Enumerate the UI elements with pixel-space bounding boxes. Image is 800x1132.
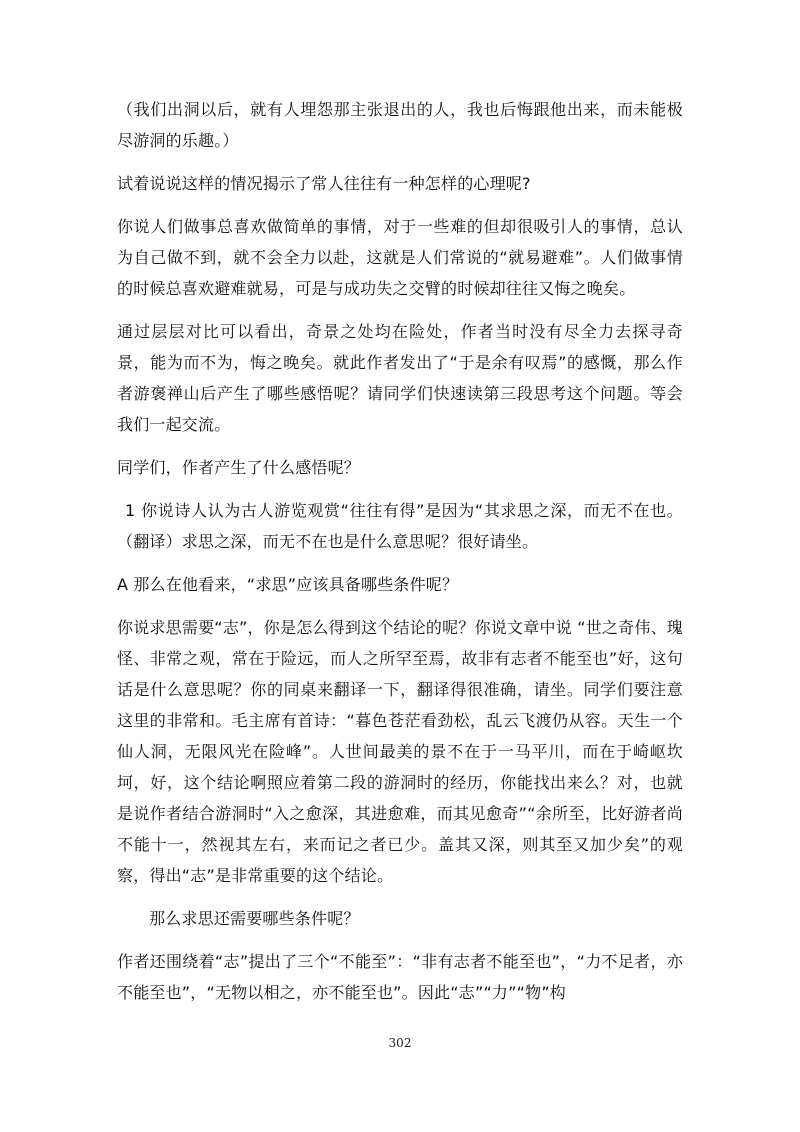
paragraph-3: 你说人们做事总喜欢做简单的事情，对于一些难的但却很吸引人的事情，总认为自己做不到，就不会全力以赴，这就是人们常说的“就易避难”。人们做事情的时候总喜欢避难就易，可是与成功失之交臂的时候却往往又悔之晚矣。 xyxy=(117,217,683,298)
paragraph-9: 那么求思还需要哪些条件呢？ xyxy=(149,909,360,928)
paragraph-gap xyxy=(117,156,683,168)
paragraph-gap xyxy=(117,600,683,612)
paragraph-gap xyxy=(117,557,683,569)
paragraph-8: 你说求思需要“志”，你是怎么得到这个结论的呢？你说文章中说 “世之奇伟、瑰怪、非常之观，常在于险远，而人之所罕至焉，故非有志者不能至也”好，这句话是什么意思呢？你的同桌来翻译一下，翻译得很准确，请坐。同学们要注意这里的非常和。毛主席有首诗：“暮色苍茫看劲松，乱云飞渡仍从容。天生一个仙人洞，无限风光在险峰”。人世间最美的景不在于一马平川，而在于崎岖坎坷，好，这个结论啊照应着第二段的游洞时的经历，你能找出来么？对，也就是说作者结合游洞时“入之愈深，其进愈难，而其见愈奇”“余所至，比好游者尚不能十一，然视其左右，来而记之者已少。盖其又深，则其至又加少矣”的观察，得出“志”是非常重要的这个结论。 xyxy=(117,618,683,885)
paragraph-gap xyxy=(117,483,683,495)
paragraph-5: 同学们，作者产生了什么感悟呢？ xyxy=(117,458,361,477)
paragraph-gap xyxy=(117,199,683,211)
paragraph-4: 通过层层对比可以看出，奇景之处均在险处，作者当时没有尽全力去探寻奇景，能为而不为，悔之晚矣。就此作者发出了“于是余有叹焉”的感慨，那么作者游褒禅山后产生了哪些感悟呢？请同学们快速读第三段思考这个问题。等会我们一起交流。 xyxy=(117,322,683,434)
paragraph-gap xyxy=(117,891,683,903)
paragraph-1: （我们出洞以后，就有人埋怨那主张退出的人，我也后悔跟他出来，而未能极尽游洞的乐趣。） xyxy=(117,100,683,150)
paragraph-gap xyxy=(117,934,683,946)
paragraph-7: A 那么在他看来，“求思”应该具备哪些条件呢？ xyxy=(117,575,459,594)
paragraph-2: 试着说说这样的情况揭示了常人往往有一种怎样的心理呢? xyxy=(117,174,531,193)
paragraph-10: 作者还围绕着“志”提出了三个“不能至”：“非有志者不能至也”，“力不足者，亦不能至也”，“无物以相之，亦不能至也”。因此“志”“力”“物”构 xyxy=(117,952,683,1002)
document-body xyxy=(117,94,683,1008)
paragraph-6: 1 你说诗人认为古人游览观赏“往往有得”是因为“其求思之深，而无不在也。（翻译）求思之深，而无不在也是什么意思呢？很好请坐。 xyxy=(117,501,683,551)
page-number: 302 xyxy=(388,1036,412,1050)
paragraph-gap xyxy=(117,440,683,452)
paragraph-gap xyxy=(117,304,683,316)
